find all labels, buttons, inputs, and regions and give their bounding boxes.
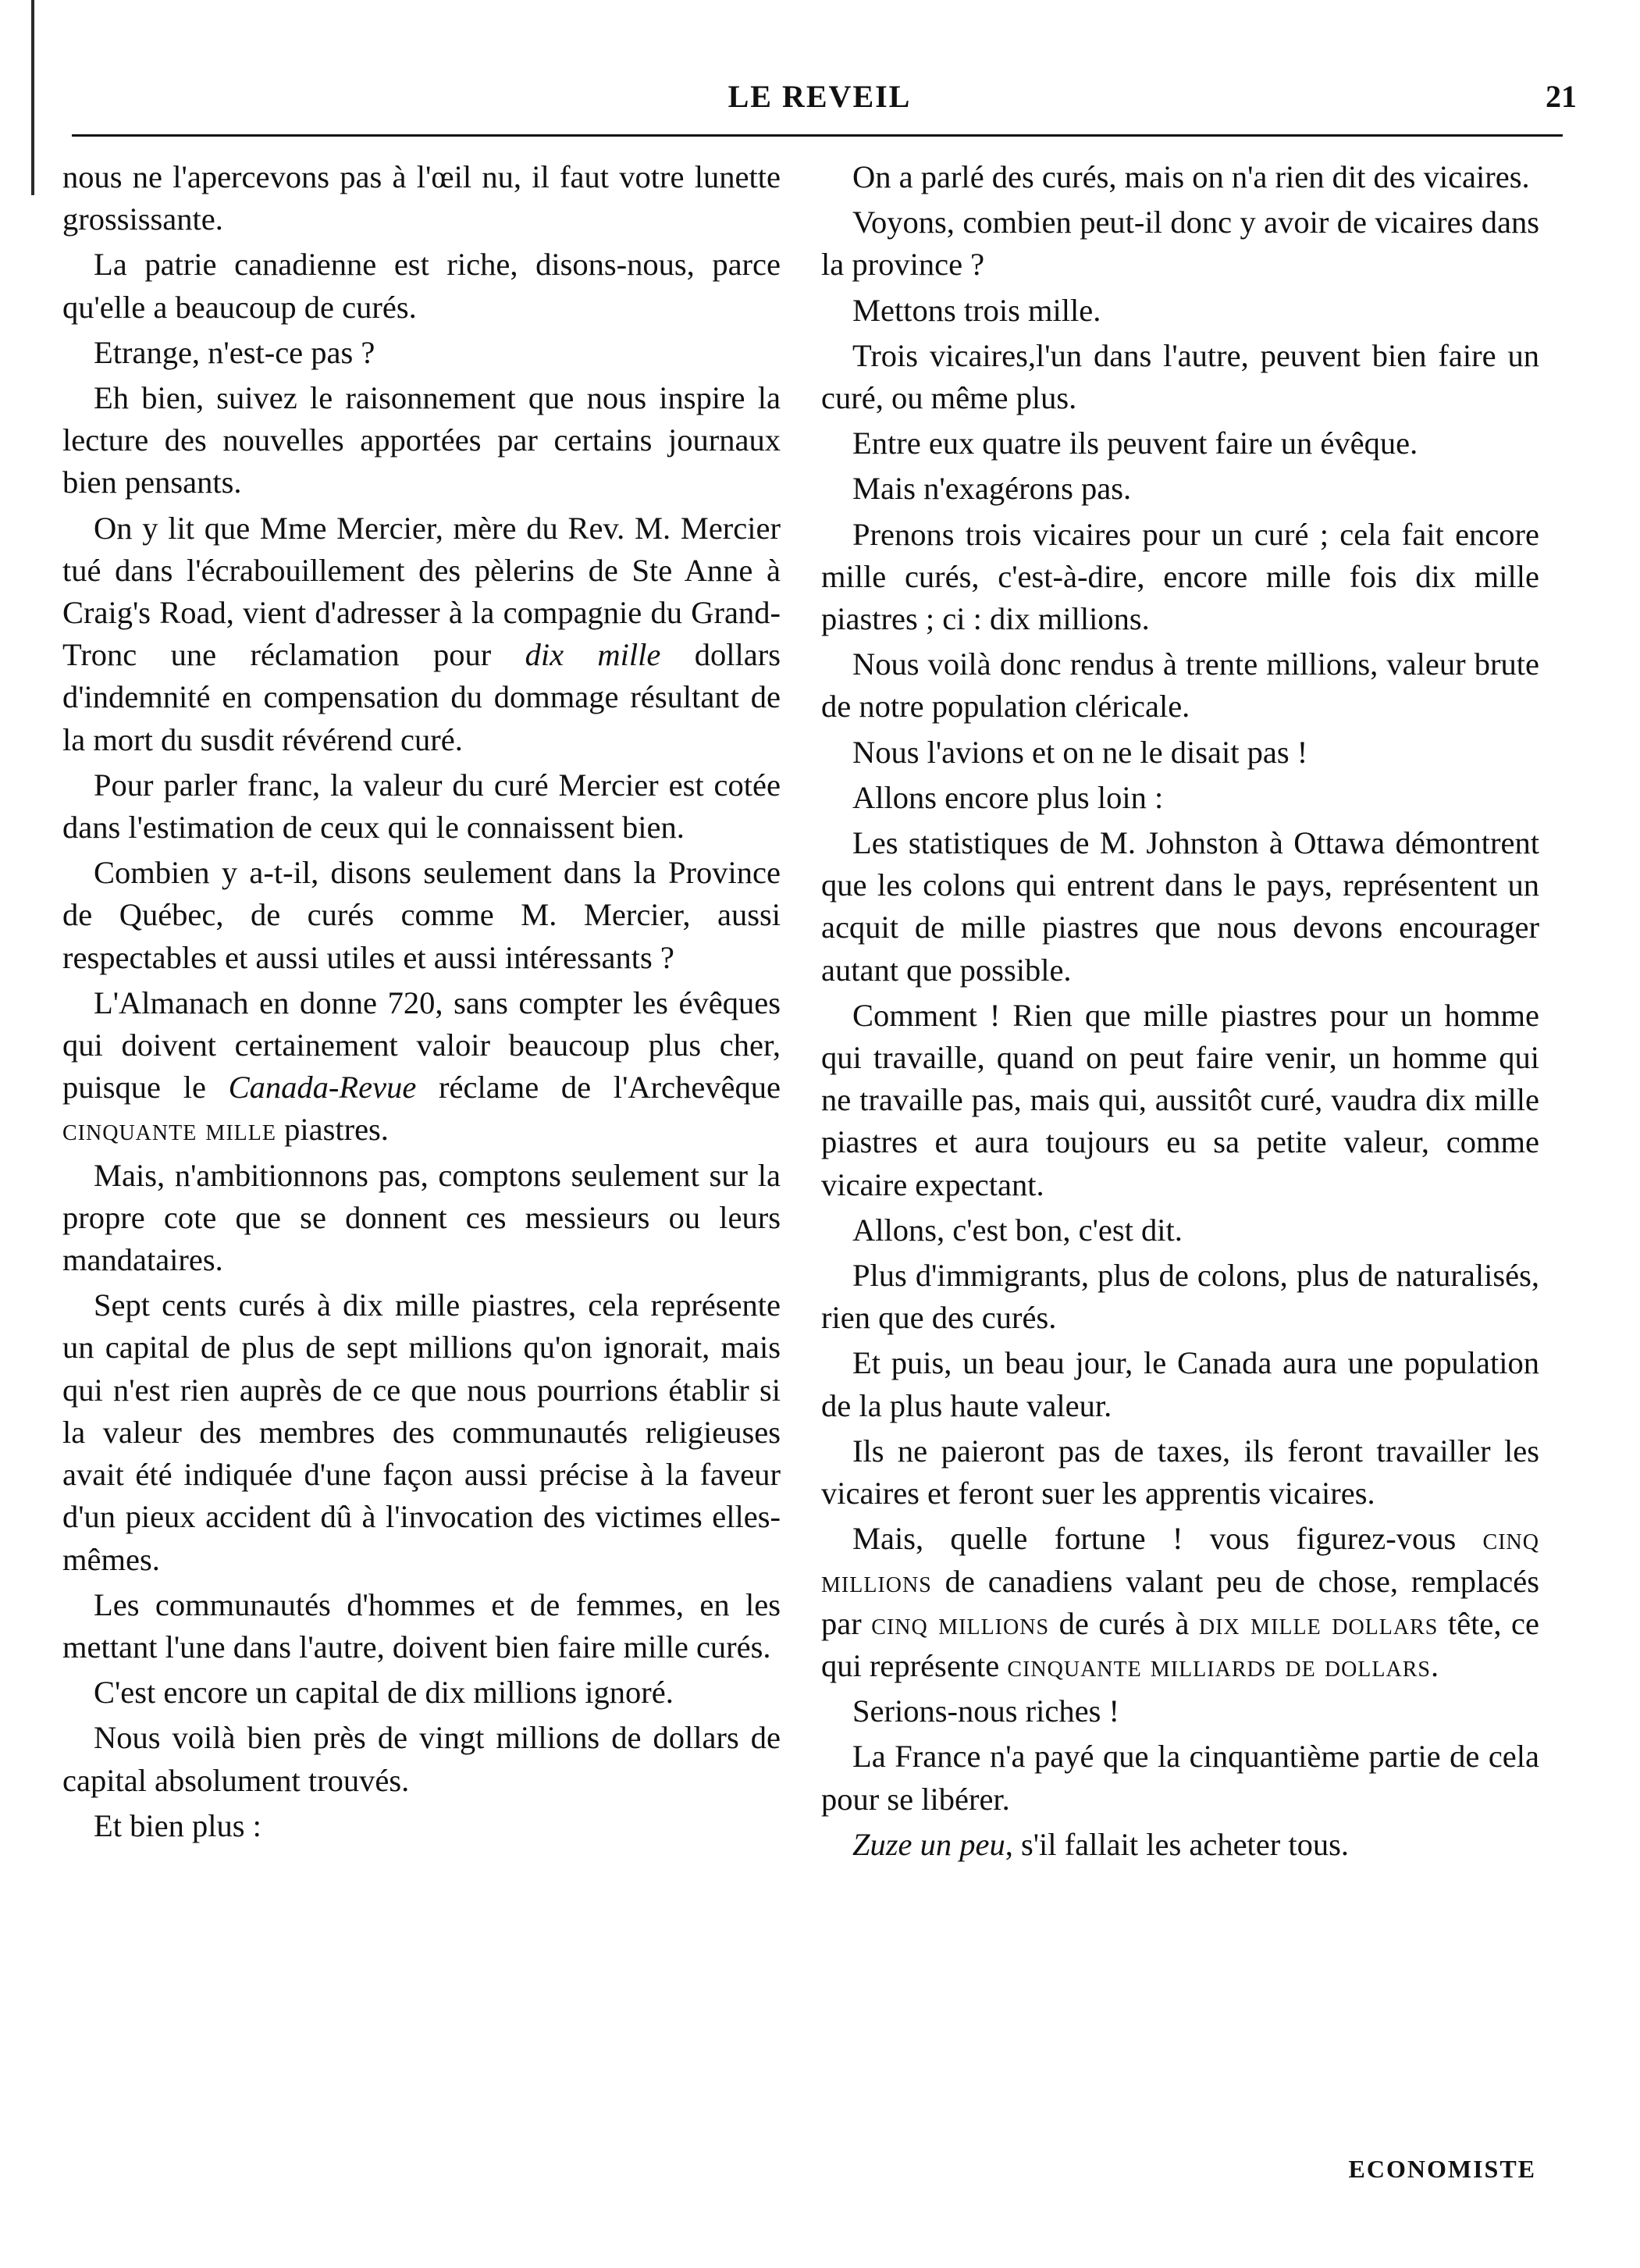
paragraph: Mais, n'ambitionnons pas, comptons seulement sur la propre cote que se donnent ces messieurs ou leurs mandataires. (62, 1157, 781, 1278)
paragraph: nous ne l'apercevons pas à l'œil nu, il faut votre lunette grossissante. (62, 159, 781, 237)
text-run: réclame de l'Archevêque (416, 1070, 781, 1106)
paragraph: Mettons trois mille. (852, 292, 1101, 328)
paragraph (821, 1824, 1539, 1866)
paragraph: Mais n'exagérons pas. (852, 471, 1132, 507)
italic-text: Zuze un peu (852, 1826, 1005, 1862)
paragraph: Les statistiques de M. Johnston à Ottawa démontrent que les colons qui entrent dans le pays, représentent un acquit de mille piastres que nous devons encourager autant que possible. (821, 825, 1539, 988)
small-caps-text: cinq millions (871, 1605, 1050, 1641)
page-number: 21 (1546, 79, 1577, 114)
text-run: , s'il fallait les acheter tous. (1005, 1826, 1350, 1862)
small-caps-text: cinquante milliards de dollars. (1007, 1647, 1440, 1683)
paragraph: Prenons trois vicaires pour un curé ; cela fait encore mille curés, c'est-à-dire, encore mille fois dix mille piastres ; ci : dix millions. (821, 516, 1539, 637)
italic-text: Canada-Revue (228, 1070, 417, 1106)
text-run: On y lit que Mme Mercier, mère du Rev. M. Mercier tué dans l'écrabouillement des pèlerins de Ste Anne à Craig's Road, vient d'adresser à la compagnie du Grand-Tronc une réclamation pour (62, 510, 781, 673)
paragraph: Entre eux quatre ils peuvent faire un évêque. (852, 425, 1418, 461)
paragraph: La France n'a payé que la cinquantième partie de cela pour se libérer. (821, 1739, 1539, 1817)
paragraph: Nous voilà bien près de vingt millions de dollars de capital absolument trouvés. (62, 1720, 781, 1798)
text-run: de canadiens valant peu de chose, remplacés par (821, 1563, 1539, 1641)
paragraph: Comment ! Rien que mille piastres pour un homme qui travaille, quand on peut faire venir, un homme qui ne travaille pas, mais qui, aussitôt curé, vaudra dix mille piastres et aura toujours eu sa petite valeur, comme vicaire expectant. (821, 997, 1539, 1202)
paragraph: Etrange, n'est-ce pas ? (94, 334, 375, 370)
paragraph: Pour parler franc, la valeur du curé Mercier est cotée dans l'estimation de ceux qui le connaissent bien. (62, 767, 781, 846)
paragraph: Nous l'avions et on ne le disait pas ! (852, 734, 1308, 770)
left-column (62, 156, 781, 1847)
text-run: de curés à (1049, 1605, 1199, 1641)
text-run: tête, ce qui représente (821, 1605, 1539, 1683)
header-rule (72, 134, 1563, 137)
paragraph: Combien y a-t-il, disons seulement dans la Province de Québec, de curés comme M. Mercier, aussi respectables et aussi utiles et aussi intéressants ? (62, 855, 781, 975)
text-run: piastres. (276, 1112, 389, 1148)
author-signature: ECONOMISTE (1348, 2155, 1536, 2183)
paragraph: Allons, c'est bon, c'est dit. (852, 1212, 1183, 1248)
small-caps-text: cinq millions (821, 1521, 1539, 1599)
paragraph: On a parlé des curés, mais on n'a rien dit des vicaires. (852, 159, 1530, 194)
text-run: L'Almanach en donne 720, sans compter les évêques qui doivent certainement valoir beaucoup plus cher, puisque le (62, 984, 781, 1106)
paragraph: Serions-nous riches ! (852, 1693, 1119, 1729)
small-caps-text: cinquante mille (62, 1112, 276, 1148)
paragraph: La patrie canadienne est riche, disons-nous, parce qu'elle a beaucoup de curés. (62, 247, 781, 325)
right-column (821, 156, 1539, 1866)
paragraph: Les communautés d'hommes et de femmes, en les mettant l'une dans l'autre, doivent bien faire mille curés. (62, 1586, 781, 1665)
paragraph (62, 982, 781, 1152)
paragraph: Eh bien, suivez le raisonnement que nous inspire la lecture des nouvelles apportées par certains journaux bien pensants. (62, 380, 781, 500)
scan-edge-line (31, 0, 34, 195)
paragraph: Voyons, combien peut-il donc y avoir de vicaires dans la province ? (821, 205, 1539, 283)
small-caps-text: dix mille dollars (1198, 1605, 1439, 1641)
paragraph: C'est encore un capital de dix millions ignoré. (94, 1675, 674, 1711)
paragraph: Nous voilà donc rendus à trente millions, valeur brute de notre population cléricale. (821, 646, 1539, 725)
paragraph: Ils ne paieront pas de taxes, ils feront travailler les vicaires et feront suer les apprentis vicaires. (821, 1433, 1539, 1511)
paragraph (821, 1518, 1539, 1687)
italic-text: dix mille (525, 637, 661, 673)
paragraph: Trois vicaires,l'un dans l'autre, peuvent bien faire un curé, ou même plus. (821, 337, 1539, 416)
text-run: Mais, quelle fortune ! vous figurez-vous (852, 1521, 1483, 1557)
paragraph: Sept cents curés à dix mille piastres, cela représente un capital de plus de sept millions qu'on ignorait, mais qui n'est rien auprès de ce que nous pourrions établir si la valeur des membres des communautés religieuses avait été indiquée d'une façon aussi précise à la faveur d'un pieux accident dû à l'invocation des victimes elles-mêmes. (62, 1287, 781, 1577)
paragraph: Allons encore plus loin : (852, 779, 1164, 815)
paragraph (62, 507, 781, 761)
page-header-title: LE REVEIL (728, 79, 912, 114)
paragraph: Plus d'immigrants, plus de colons, plus de naturalisés, rien que des curés. (821, 1258, 1539, 1336)
paragraph: Et bien plus : (94, 1807, 261, 1843)
paragraph: Et puis, un beau jour, le Canada aura une population de la plus haute valeur. (821, 1345, 1539, 1423)
text-run: dollars d'indemnité en compensation du dommage résultant de la mort du susdit révérend curé. (62, 637, 781, 757)
